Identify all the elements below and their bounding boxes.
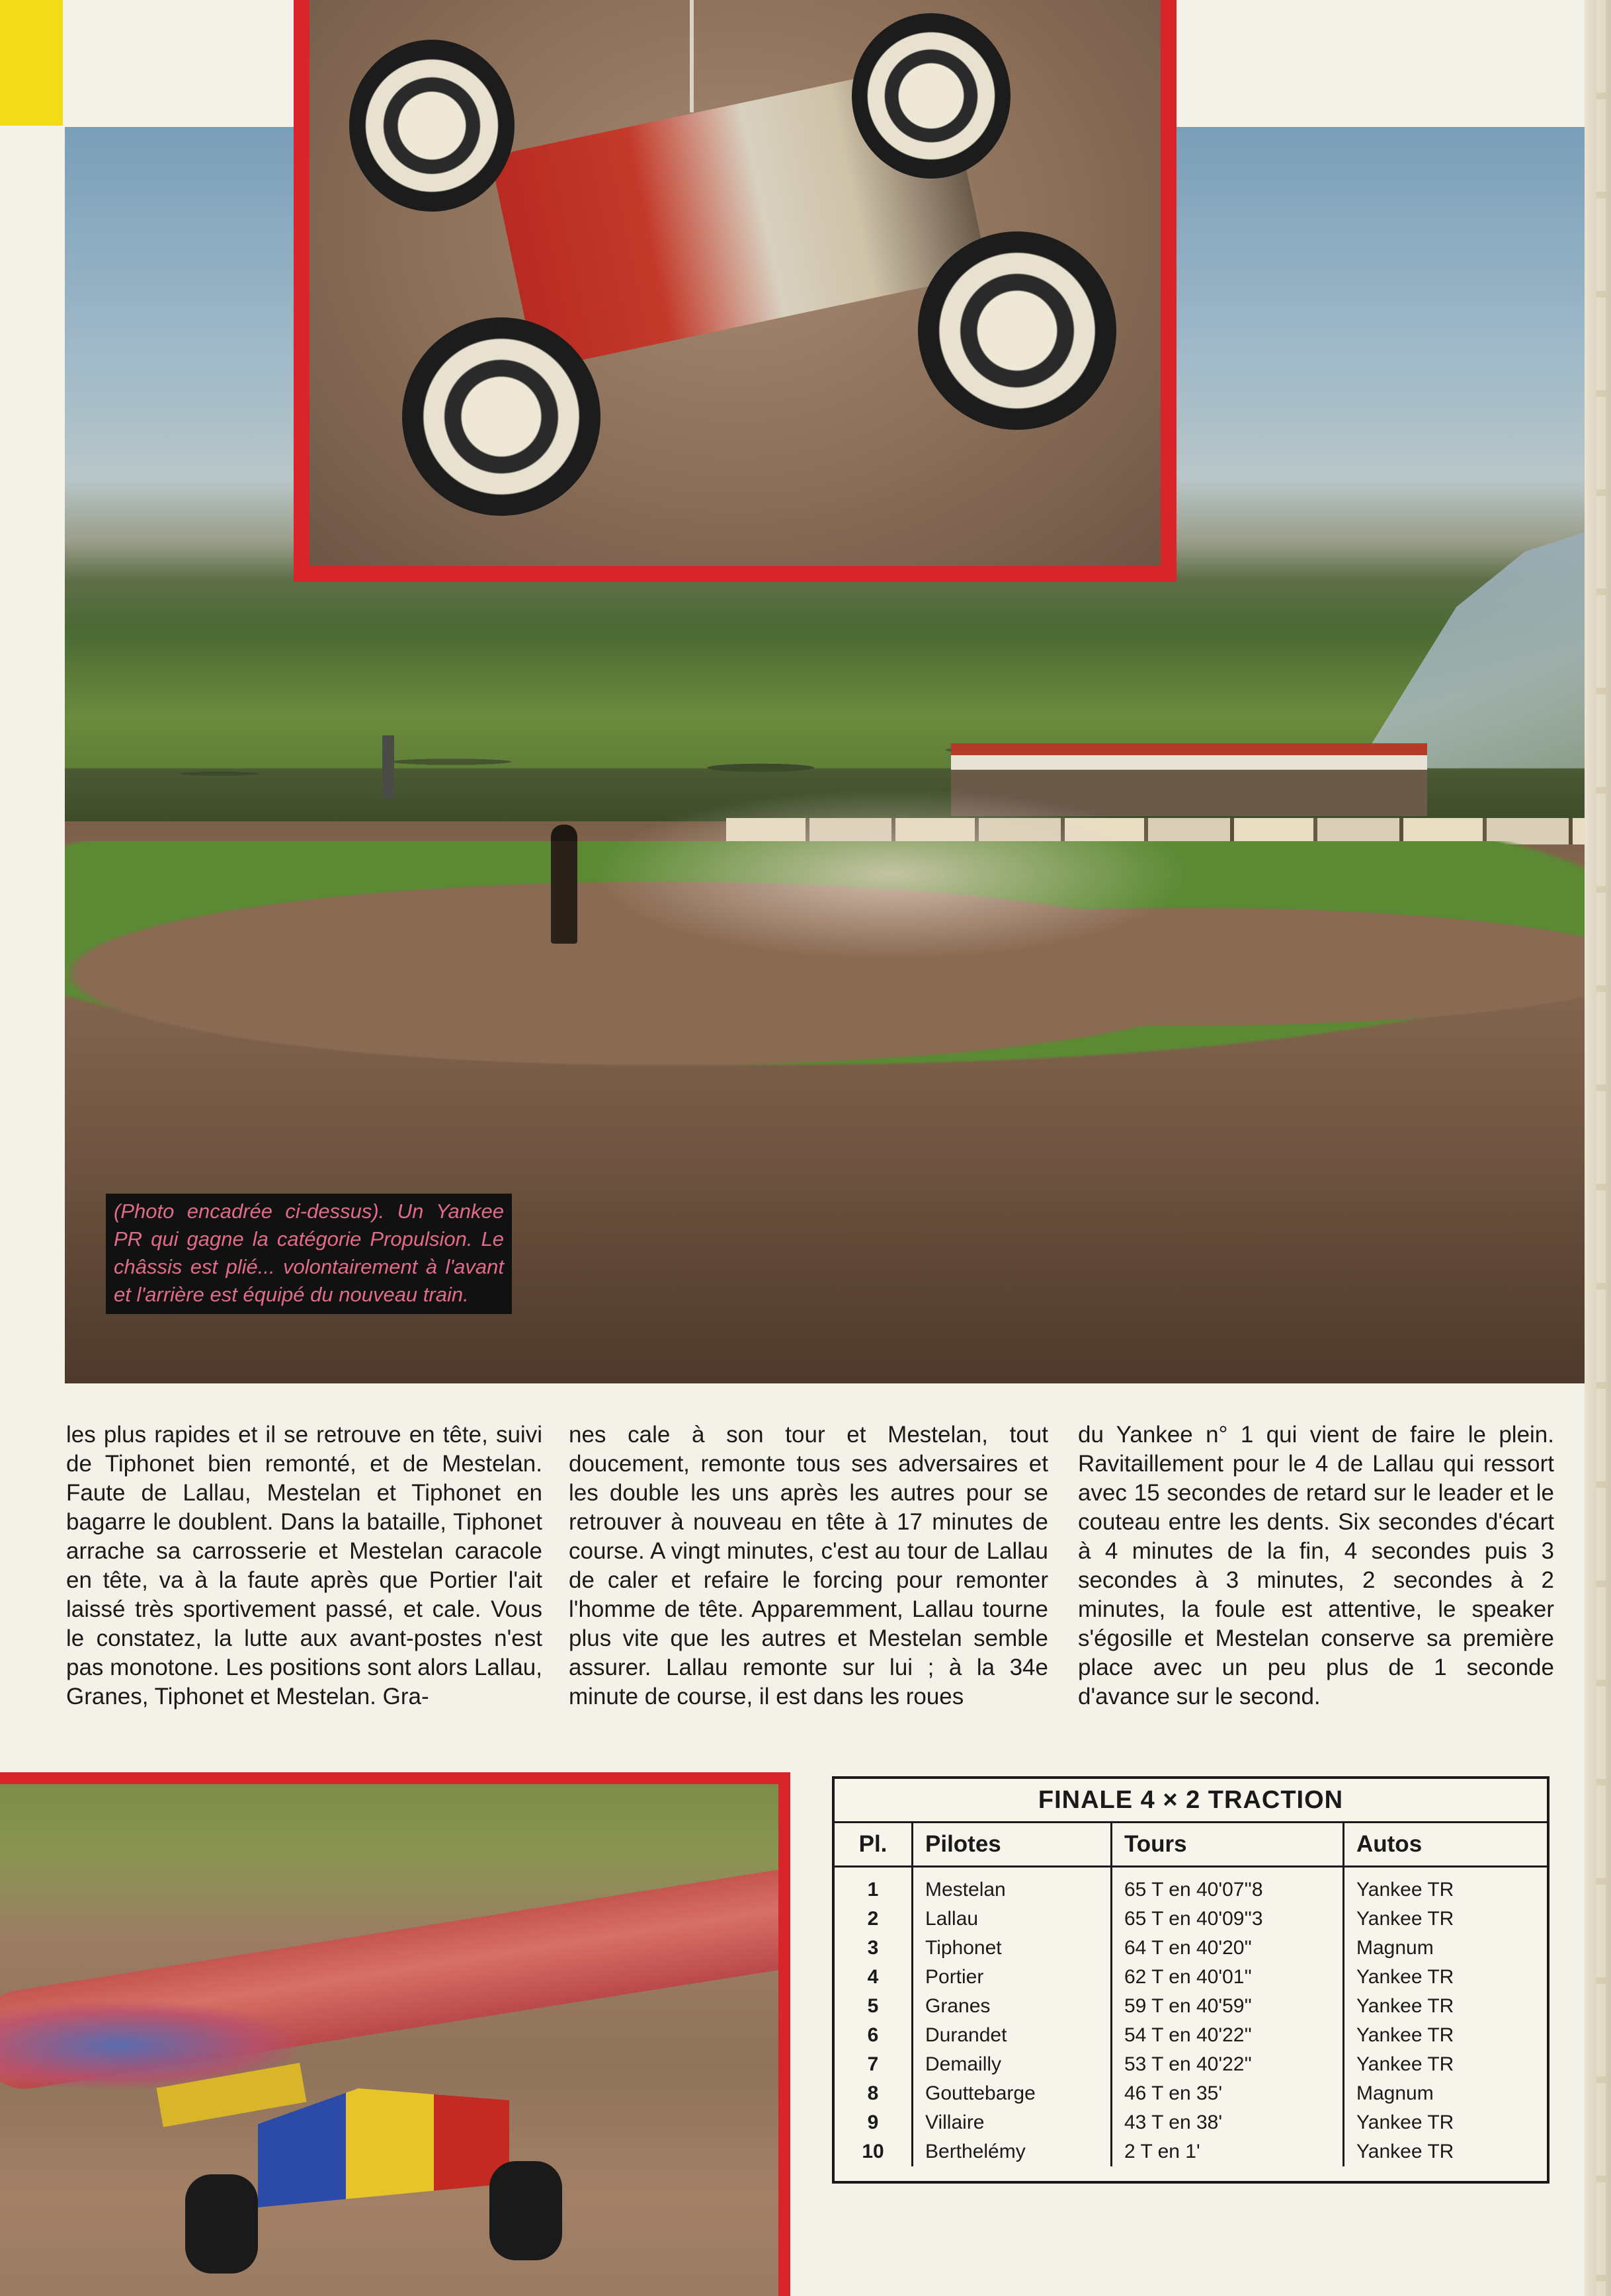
cell-laps: 53 T en 40'22'' [1112,2050,1344,2079]
cell-car: Yankee TR [1344,2137,1548,2166]
table-row [835,1963,1547,1992]
cell-place: 1 [867,1879,879,1901]
cell-pilot: Villaire [913,2108,1112,2137]
header-place: Pl. [835,1823,913,1867]
table-row [835,2137,1547,2166]
cell-place: 7 [867,2053,879,2075]
cell-place: 3 [867,1937,879,1959]
wheel-rear-left [402,317,600,516]
cell-laps: 65 T en 40'07''8 [1112,1867,1344,1905]
photo-caption: (Photo encadrée ci-dessus). Un Yankee PR qui gagne la catégorie Propulsion. Le châssis est plié... volontairement à l'avant et l'arrière est équipé du nouveau train. [106,1194,512,1314]
cell-car: Magnum [1344,1934,1548,1963]
cell-place: 4 [867,1966,879,1988]
cell-car: Magnum [1344,2079,1548,2108]
cell-laps: 59 T en 40'59'' [1112,1992,1344,2021]
wheel-front-left [349,40,515,212]
cell-pilot: Granes [913,1992,1112,2021]
car-tyre-front [489,2161,562,2260]
results-grid [835,1823,1547,2166]
text-column-1: les plus rapides et il se retrouve en tête, suivi de Tiphonet bien remonté, et de Mestelan. Faute de Lallau, Mestelan et Tiphonet en bagarre le doublent. Dans la bataille, Tiphonet arrache sa carrosserie et Mestelan caracole en tête, va à la faute après que Portier l'ait laissé très sportivement passé, et cale. Vous le constatez, la lutte aux avant-postes n'est pas monotone. Les positions sont alors Lallau, Granes, Tiphonet et Mestelan. Gra- [66,1422,542,1709]
table-row [835,2108,1547,2137]
results-header-row [835,1823,1547,1867]
cell-car: Yankee TR [1344,1963,1548,1992]
bottom-car-photo [0,1772,790,2296]
table-row [835,2021,1547,2050]
cell-pilot: Gouttebarge [913,2079,1112,2108]
wheel-rear-right [918,231,1116,430]
table-row [835,1992,1547,2021]
cell-laps: 62 T en 40'01'' [1112,1963,1344,1992]
car-body [258,2088,509,2207]
cell-place: 8 [867,2082,879,2104]
cell-pilot: Tiphonet [913,1934,1112,1963]
inset-buggy-image [310,0,1161,566]
cell-pilot: Mestelan [913,1867,1112,1905]
page-edge-stripe [1596,0,1606,2296]
cell-pilot: Demailly [913,2050,1112,2079]
table-row [835,1934,1547,1963]
cell-laps: 65 T en 40'09''3 [1112,1905,1344,1934]
cell-place: 2 [867,1908,879,1930]
cell-car: Yankee TR [1344,1905,1548,1934]
cell-car: Yankee TR [1344,2108,1548,2137]
header-cars: Autos [1344,1823,1548,1867]
cell-laps: 54 T en 40'22'' [1112,2021,1344,2050]
cell-laps: 2 T en 1' [1112,2137,1344,2166]
rc-car [159,2075,582,2274]
chimney [382,735,394,798]
cell-car: Yankee TR [1344,1992,1548,2021]
driver-silhouette [551,825,577,944]
results-title: FINALE 4 × 2 TRACTION [835,1779,1547,1823]
results-body [835,1867,1547,2167]
header-laps: Tours [1112,1823,1344,1867]
text-column-2: nes cale à son tour et Mestelan, tout doucement, remonte tous ses adversaires et les double les uns après les autres pour se retrouver à nouveau en tête à 17 minutes de course. A vingt minutes, c'est au tour de Lallau de caler et refaire le forcing pour remonter l'homme de tête. Apparemment, Lallau tourne plus vite que les autres et Mestelan semble assurer. Lallau remonte sur lui ; à la 34e minute de course, il est dans les roues [569,1422,1048,1709]
cell-place: 10 [862,2141,884,2162]
results-table [832,1776,1549,2184]
table-row [835,1905,1547,1934]
antenna [690,0,694,112]
cell-car: Yankee TR [1344,1867,1548,1905]
cell-pilot: Portier [913,1963,1112,1992]
cell-car: Yankee TR [1344,2050,1548,2079]
header-pilots: Pilotes [913,1823,1112,1867]
dust-cloud [594,788,1189,960]
table-row [835,1867,1547,1905]
table-row [835,2079,1547,2108]
cell-laps: 43 T en 38' [1112,2108,1344,2137]
cell-pilot: Durandet [913,2021,1112,2050]
cell-laps: 64 T en 40'20'' [1112,1934,1344,1963]
cell-place: 6 [867,2024,879,2046]
cell-pilot: Berthelémy [913,2137,1112,2166]
cell-laps: 46 T en 35' [1112,2079,1344,2108]
car-tyre-rear [185,2174,258,2274]
yellow-page-strip [0,0,63,126]
text-column-3: du Yankee n° 1 qui vient de faire le plein. Ravitaillement pour le 4 de Lallau qui ressort avec 15 secondes de retard sur le leader et le couteau entre les dents. Six secondes d'écart à 4 minutes de la fin, 4 secondes puis 3 secondes à 3 minutes, 2 secondes à 2 minutes, la foule est attentive, le speaker s'égosille et Mestelan conserve sa première place avec un peu plus de 1 seconde d'avance sur le second. [1078,1422,1554,1709]
cell-pilot: Lallau [913,1905,1112,1934]
inset-buggy-photo [294,0,1177,582]
wheel-front-right [852,13,1011,179]
cell-place: 5 [867,1995,879,2017]
cell-place: 9 [867,2112,879,2133]
bottom-car-image [0,1784,778,2296]
cell-car: Yankee TR [1344,2021,1548,2050]
table-row [835,2050,1547,2079]
